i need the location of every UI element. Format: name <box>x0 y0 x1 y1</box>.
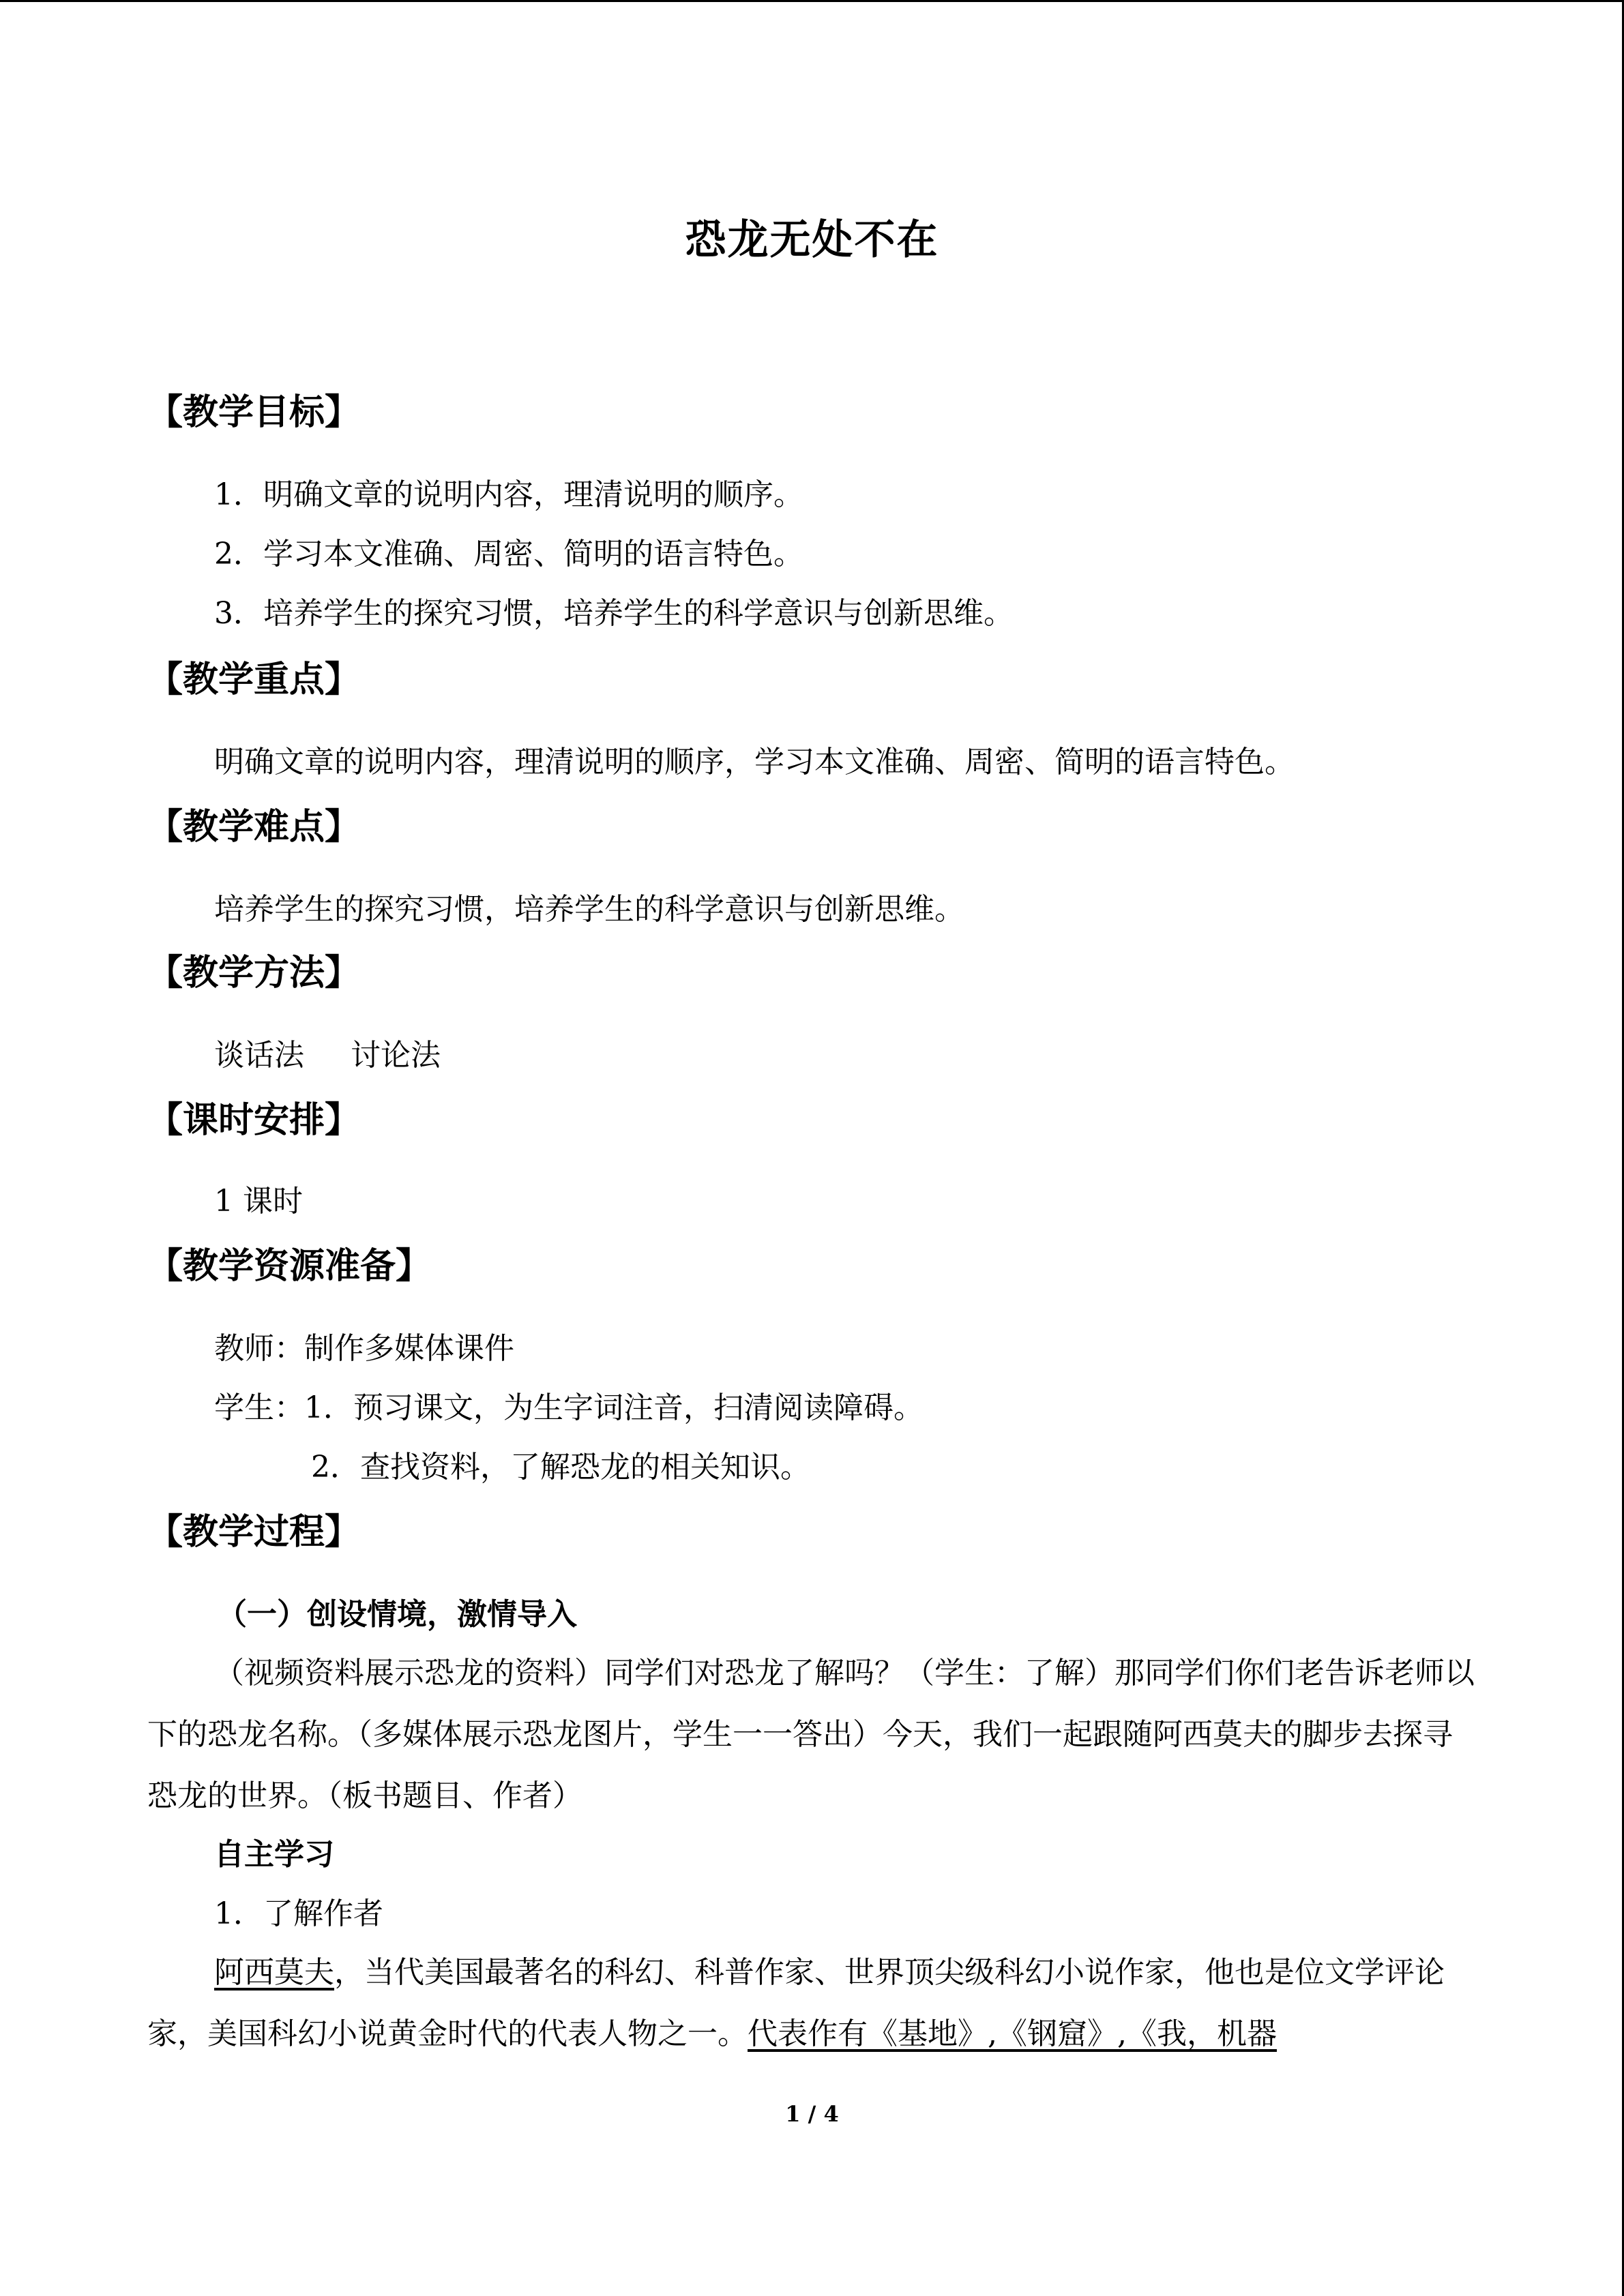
know-author-item: 1．了解作者 <box>214 1896 383 1931</box>
key-points-text: 明确文章的说明内容，理清说明的顺序，学习本文准确、周密、简明的语言特色。 <box>214 745 1295 779</box>
heading-resources: 【教学资源准备】 <box>147 1245 432 1287</box>
process-step-1-title: （一）创设情境，激情导入 <box>217 1597 577 1632</box>
author-paragraph <box>147 1942 1477 2065</box>
author-works: 代表作有《基地》,《钢窟》,《我，机器 <box>748 2016 1277 2051</box>
goal-item-2: 2．学习本文准确、周密、简明的语言特色。 <box>214 537 803 571</box>
heading-difficulties: 【教学难点】 <box>147 806 361 848</box>
author-name: 阿西莫夫 <box>214 1955 334 1990</box>
author-description: ，当代美国最著名的科幻、科普作家、世界顶尖级科幻小说作家，他也是位文学评论家，美国科幻小说黄金时代的代表人物之一。 <box>147 1955 1445 2051</box>
document-title: 恐龙无处不在 <box>685 216 939 264</box>
resources-student-1: 学生：1．预习课文，为生字词注音，扫清阅读障碍。 <box>214 1390 924 1425</box>
intro-paragraph <box>147 1643 1477 1827</box>
heading-process: 【教学过程】 <box>147 1511 361 1553</box>
resources-teacher: 教师：制作多媒体课件 <box>214 1331 514 1366</box>
difficulties-text: 培养学生的探究习惯，培养学生的科学意识与创新思维。 <box>214 892 964 927</box>
method-talk: 谈话法 <box>214 1038 304 1073</box>
schedule-text: 1 课时 <box>214 1184 303 1219</box>
heading-key-points: 【教学重点】 <box>147 659 361 700</box>
heading-schedule: 【课时安排】 <box>147 1099 361 1141</box>
methods-line <box>214 1035 441 1076</box>
heading-teaching-goals: 【教学目标】 <box>147 391 361 433</box>
resources-student-2: 2．查找资料，了解恐龙的相关知识。 <box>311 1450 810 1485</box>
heading-methods: 【教学方法】 <box>147 952 361 994</box>
intro-text: （视频资料展示恐龙的资料）同学们对恐龙了解吗？（学生：了解）那同学们你们老告诉老师以下的恐龙名称。（多媒体展示恐龙图片，学生一一答出）今天，我们一起跟随阿西莫夫的脚步去探寻恐龙的世界。（板书题目、作者） <box>147 1656 1475 1813</box>
goal-item-1: 1．明确文章的说明内容，理清说明的顺序。 <box>214 477 803 512</box>
page-number: 1 / 4 <box>785 2101 839 2127</box>
goal-item-3: 3．培养学生的探究习惯，培养学生的科学意识与创新思维。 <box>214 596 1014 631</box>
self-study-title: 自主学习 <box>214 1837 334 1872</box>
page-border-top <box>0 0 1624 2</box>
method-discussion: 讨论法 <box>351 1038 441 1073</box>
